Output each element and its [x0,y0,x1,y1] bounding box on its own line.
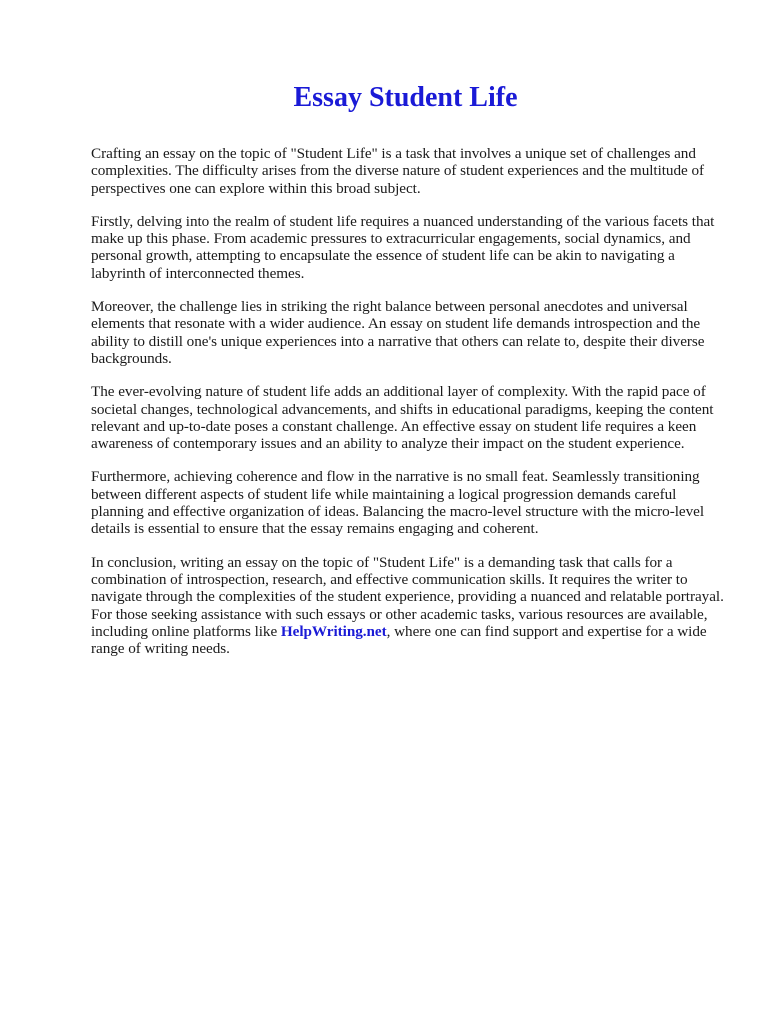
document-body [91,145,731,673]
paragraph-1: Crafting an essay on the topic of "Student Life" is a task that involves a unique set of challenges and complexities. The difficulty arises from the diverse nature of student experiences and the multitude of perspectives one can explore within this broad subject. [91,145,704,197]
conclusion-text-after-link: , where one can find support and expertise for a wide range of writing needs. [91,622,707,658]
paragraph-5: Furthermore, achieving coherence and flow in the narrative is no small feat. Seamlessly transitioning between different aspects of student life while maintaining a logical progression demands careful planning and effective organization of ideas. Balancing the macro-level structure with the micro-level details is essential to ensure that the essay remains engaging and coherent. [91,468,704,538]
helpwriting-link[interactable]: HelpWriting.net [280,622,387,640]
conclusion-text-before-link: In conclusion, writing an essay on the topic of "Student Life" is a demanding task that calls for a combination of introspection, research, and effective communication skills. It requires the writer to navigate through the complexities of the student experience, providing a nuanced and relatable portrayal. For those seeking assistance with such essays or other academic tasks, various resources are available, including online platforms like [91,553,724,640]
paragraph-3: Moreover, the challenge lies in striking the right balance between personal anecdotes and universal elements that resonate with a wider audience. An essay on student life demands introspection and the ability to distill one's unique experiences into a narrative that others can relate to, despite their diverse backgrounds. [91,298,705,367]
paragraph-2: Firstly, delving into the realm of student life requires a nuanced understanding of the various facets that make up this phase. From academic pressures to extracurricular engagements, social dynamics, and personal growth, attempting to encapsulate the essence of student life can be akin to navigating a labyrinth of interconnected themes. [91,212,715,282]
document-title: Essay Student Life [293,82,518,113]
conclusion-paragraph [91,554,731,658]
paragraph-4: The ever-evolving nature of student life adds an additional layer of complexity. With the rapid pace of societal changes, technological advancements, and shifts in educational paradigms, keeping the content relevant and up-to-date poses a constant challenge. An effective essay on student life requires a keen awareness of contemporary issues and an ability to analyze their impact on the student experience. [91,383,714,453]
